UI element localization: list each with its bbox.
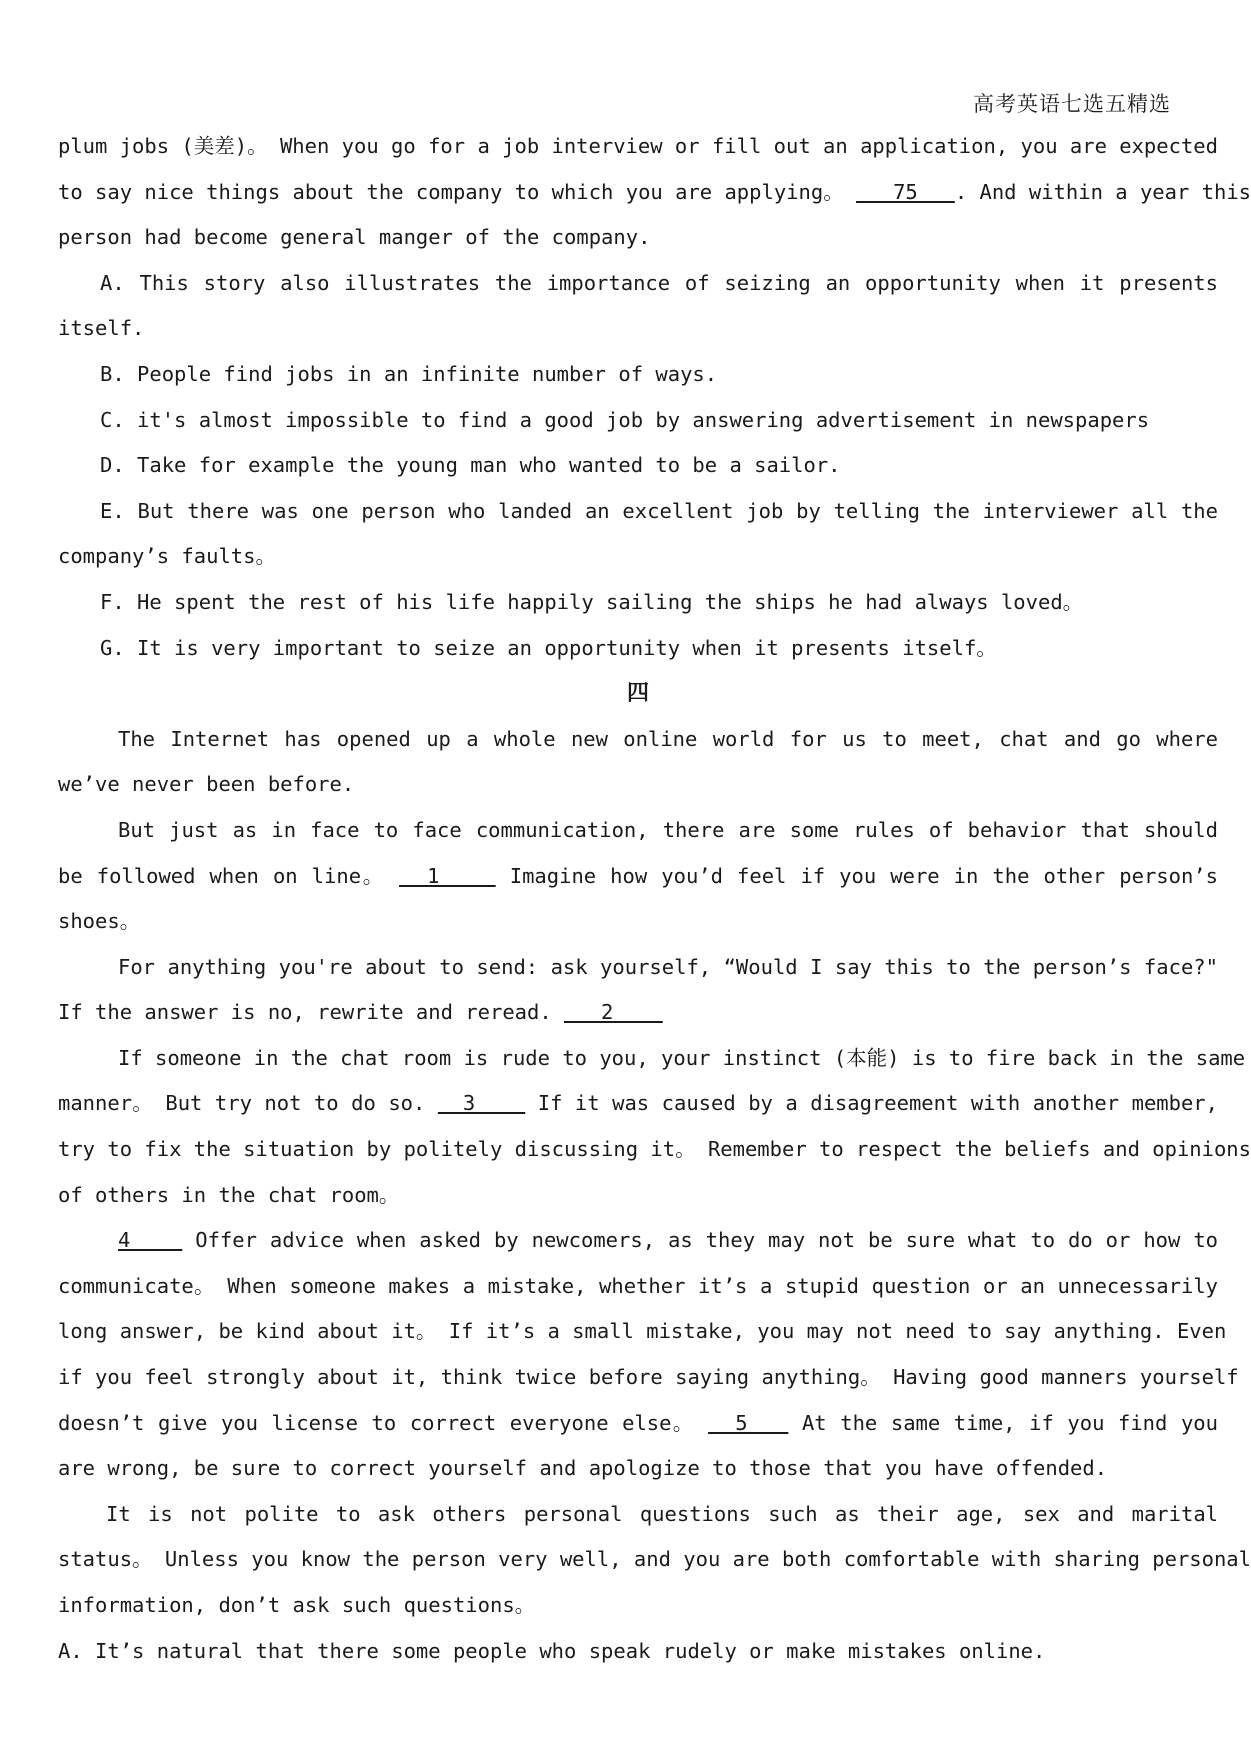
- text-line: G. It is very important to seize an opportunity when it presents itself。: [100, 635, 997, 660]
- text-line: For anything you're about to send: ask yourself, “Would I say this to the person’s face?": [118, 954, 1218, 979]
- line-text: be followed when on line。: [58, 863, 400, 888]
- text-line: C. it's almost impossible to find a good job by answering advertisement in newspapers: [100, 407, 1150, 432]
- answer-blank: 75: [856, 179, 955, 204]
- line-text: At the same time, if you find you: [788, 1410, 1218, 1435]
- line-text: If it was caused by a disagreement with another member,: [525, 1091, 1218, 1116]
- text-line: are wrong, be sure to correct yourself and apologize to those that you have offended.: [58, 1456, 1108, 1481]
- line-text: Imagine how you’d feel if you were in the other person’s: [495, 863, 1218, 888]
- text-line: [58, 854, 1218, 900]
- text-line: [58, 1218, 1218, 1264]
- text-line: shoes。: [58, 909, 141, 934]
- text-line: [58, 1081, 1218, 1127]
- text-line: company’s faults。: [58, 544, 276, 569]
- line-text: Offer advice when asked by newcomers, as they may not be sure what to do or how to: [182, 1228, 1219, 1253]
- text-line: of others in the chat room。: [58, 1182, 400, 1207]
- page-header: 高考英语七选五精选: [973, 92, 1171, 116]
- text-line: If someone in the chat room is rude to you, your instinct (本能) is to fire back in the same: [118, 1045, 1246, 1070]
- answer-blank: 4: [118, 1228, 183, 1253]
- text-line: try to fix the situation by politely discussing it。 Remember to respect the beliefs and opinions: [58, 1137, 1251, 1162]
- text-line: [58, 990, 1218, 1036]
- line-text: manner。 But try not to do so.: [58, 1091, 438, 1116]
- section-title: 四: [626, 681, 649, 707]
- text-line: plum jobs (美差)。 When you go for a job interview or fill out an application, you are expected: [58, 134, 1218, 158]
- text-line: E. But there was one person who landed an excellent job by telling the interviewer all the: [100, 498, 1218, 523]
- text-line: communicate。 When someone makes a mistake, whether it’s a stupid question or an unnecessarily: [58, 1273, 1218, 1298]
- text-line: B. People find jobs in an infinite number of ways.: [100, 361, 718, 386]
- text-line: A. This story also illustrates the importance of seizing an opportunity when it presents: [100, 270, 1218, 295]
- text-line: D. Take for example the young man who wanted to be a sailor.: [100, 453, 841, 478]
- text-line: person had become general manger of the company.: [58, 225, 651, 250]
- text-line: A. It’s natural that there some people who speak rudely or make mistakes online.: [58, 1638, 1046, 1663]
- text-line: It is not polite to ask others personal questions such as their age, sex and marital: [106, 1501, 1218, 1526]
- text-line: itself.: [58, 316, 145, 341]
- text-line: information, don’t ask such questions。: [58, 1593, 536, 1617]
- line-text: to say nice things about the company to which you are applying。: [58, 179, 857, 204]
- answer-blank: 1: [399, 863, 496, 888]
- text-line: But just as in face to face communication, there are some rules of behavior that should: [118, 817, 1218, 842]
- line-text: doesn’t give you license to correct everyone else。: [58, 1410, 709, 1435]
- text-line: [58, 170, 1251, 216]
- answer-blank: 5: [708, 1410, 789, 1435]
- text-line: The Internet has opened up a whole new online world for us to meet, chat and go where: [118, 726, 1218, 751]
- answer-blank: 3: [437, 1091, 526, 1116]
- answer-blank: 2: [564, 1000, 663, 1025]
- line-text: . And within a year this: [954, 179, 1251, 204]
- text-line: long answer, be kind about it。 If it’s a small mistake, you may not need to say anything. Even: [58, 1319, 1227, 1344]
- text-line: [58, 1401, 1218, 1447]
- line-text: If the answer is no, rewrite and reread.: [58, 1000, 565, 1025]
- text-line: F. He spent the rest of his life happily sailing the ships he had always loved。: [100, 589, 1084, 614]
- text-line: we’ve never been before.: [58, 772, 355, 797]
- document-body: [58, 124, 1251, 1674]
- text-line: status。 Unless you know the person very well, and you are both comfortable with sharing personal: [58, 1547, 1251, 1572]
- text-line: if you feel strongly about it, think twice before saying anything。 Having good manners yourself: [58, 1365, 1239, 1390]
